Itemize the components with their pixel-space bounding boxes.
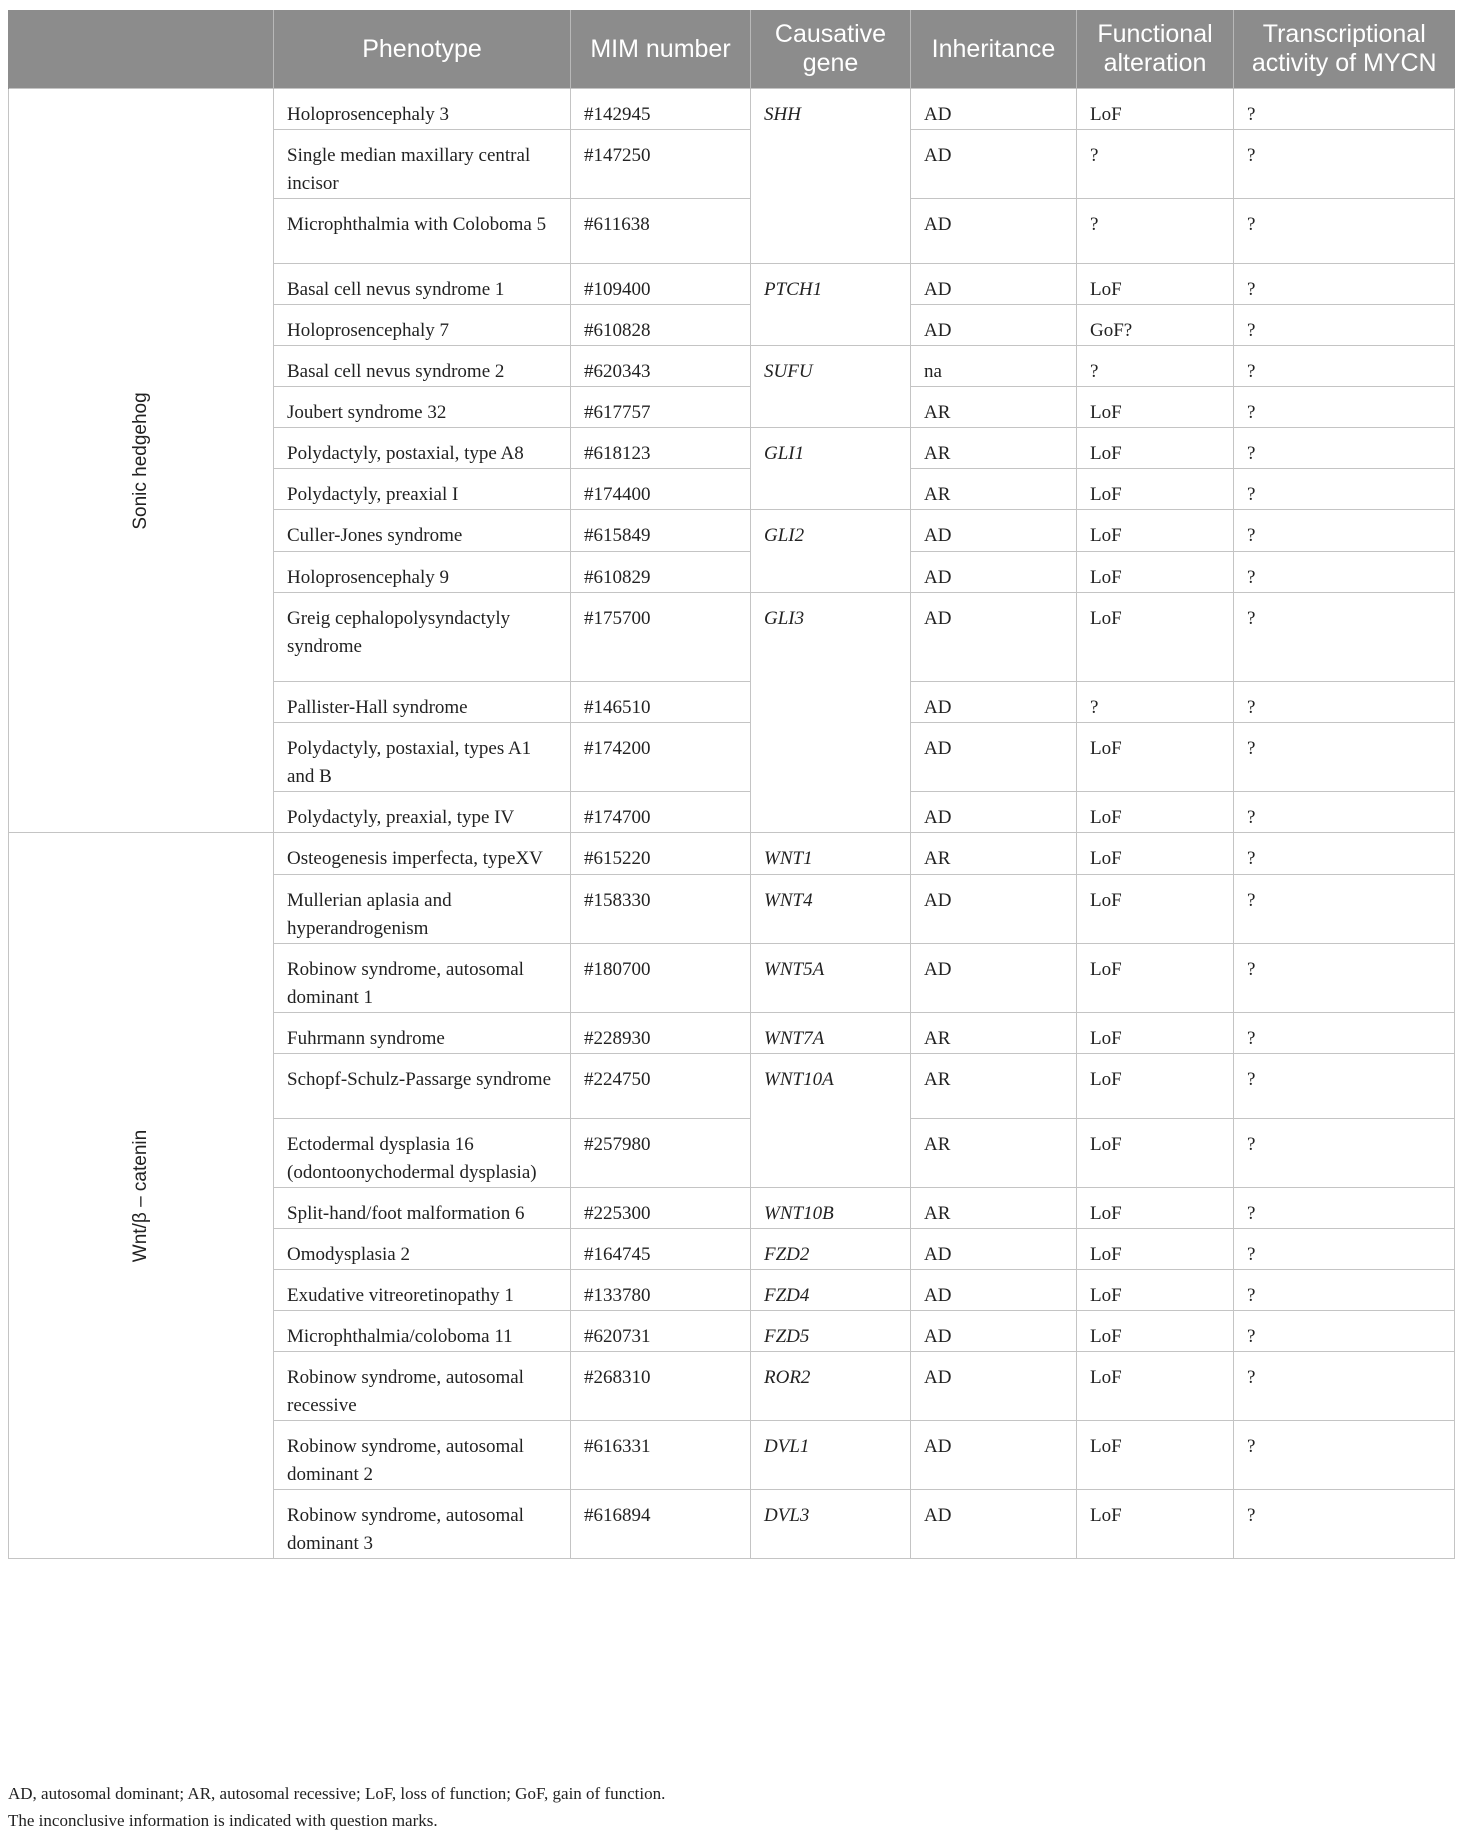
functional-alteration-cell: LoF [1077,428,1234,469]
causative-gene-cell: ROR2 [751,1352,911,1421]
mycn-activity-cell: ? [1234,264,1455,305]
mycn-activity-cell: ? [1234,875,1455,944]
causative-gene-cell: WNT1 [751,833,911,875]
mycn-activity-cell: ? [1234,682,1455,723]
inheritance-cell: AR [911,428,1077,469]
header-phenotype: Phenotype [274,10,571,89]
functional-alteration-cell: LoF [1077,552,1234,593]
causative-gene-cell: FZD4 [751,1270,911,1311]
inheritance-cell: AD [911,792,1077,833]
header-row [9,10,1455,89]
functional-alteration-cell: LoF [1077,1352,1234,1421]
mycn-activity-cell: ? [1234,387,1455,428]
phenotype-cell: Holoprosencephaly 3 [274,89,571,130]
functional-alteration-cell: LoF [1077,593,1234,682]
abbreviations-footnote: AD, autosomal dominant; AR, autosomal recessive; LoF, loss of function; GoF, gain of function. [8,1784,666,1803]
mycn-activity-cell: ? [1234,89,1455,130]
phenotype-cell: Basal cell nevus syndrome 1 [274,264,571,305]
mycn-activity-cell: ? [1234,1421,1455,1490]
functional-alteration-cell: LoF [1077,510,1234,552]
pathway-group-cell [9,833,274,1559]
inheritance-cell: AD [911,944,1077,1013]
phenotype-cell: Basal cell nevus syndrome 2 [274,346,571,387]
inheritance-cell: AD [911,305,1077,346]
functional-alteration-cell: LoF [1077,1229,1234,1270]
mycn-activity-cell: ? [1234,552,1455,593]
mim-number-cell: #616894 [571,1490,751,1559]
causative-gene-cell: SUFU [751,346,911,428]
inheritance-cell: AD [911,264,1077,305]
table-footnotes [8,1780,1448,1834]
phenotype-cell: Robinow syndrome, autosomal recessive [274,1352,571,1421]
question-mark-footnote: The inconclusive information is indicated with question marks. [8,1811,438,1830]
mycn-activity-cell: ? [1234,1270,1455,1311]
functional-alteration-cell: LoF [1077,89,1234,130]
functional-alteration-cell: LoF [1077,1270,1234,1311]
mycn-activity-cell: ? [1234,792,1455,833]
functional-alteration-cell: LoF [1077,1054,1234,1119]
functional-alteration-cell: LoF [1077,469,1234,510]
causative-gene-cell: WNT10B [751,1188,911,1229]
functional-alteration-cell: LoF [1077,387,1234,428]
causative-gene-cell: PTCH1 [751,264,911,346]
functional-alteration-cell: LoF [1077,1188,1234,1229]
header-causative-gene: Causative gene [751,10,911,89]
inheritance-cell: AD [911,552,1077,593]
mycn-activity-cell: ? [1234,510,1455,552]
mim-number-cell: #617757 [571,387,751,428]
mim-number-cell: #228930 [571,1013,751,1054]
phenotype-cell: Holoprosencephaly 7 [274,305,571,346]
inheritance-cell: AR [911,1188,1077,1229]
causative-gene-cell: WNT4 [751,875,911,944]
mycn-activity-cell: ? [1234,1311,1455,1352]
inheritance-cell: AD [911,130,1077,199]
functional-alteration-cell: LoF [1077,1311,1234,1352]
phenotype-cell: Holoprosencephaly 9 [274,552,571,593]
mim-number-cell: #610829 [571,552,751,593]
mim-number-cell: #175700 [571,593,751,682]
header-functional-alteration: Functional alteration [1077,10,1234,89]
causative-gene-cell: WNT5A [751,944,911,1013]
inheritance-cell: AD [911,682,1077,723]
phenotype-cell: Polydactyly, preaxial I [274,469,571,510]
mycn-activity-cell: ? [1234,1188,1455,1229]
phenotype-cell: Omodysplasia 2 [274,1229,571,1270]
mim-number-cell: #174700 [571,792,751,833]
mim-number-cell: #174400 [571,469,751,510]
causative-gene-cell: WNT7A [751,1013,911,1054]
mim-number-cell: #147250 [571,130,751,199]
functional-alteration-cell: LoF [1077,833,1234,875]
mycn-activity-cell: ? [1234,593,1455,682]
phenotype-cell: Schopf-Schulz-Passarge syndrome [274,1054,571,1119]
functional-alteration-cell: LoF [1077,1490,1234,1559]
causative-gene-cell: DVL1 [751,1421,911,1490]
mim-number-cell: #620343 [571,346,751,387]
inheritance-cell: AD [911,1229,1077,1270]
inheritance-cell: AR [911,387,1077,428]
functional-alteration-cell: LoF [1077,1119,1234,1188]
mycn-activity-cell: ? [1234,1229,1455,1270]
phenotype-cell: Split-hand/foot malformation 6 [274,1188,571,1229]
mycn-activity-cell: ? [1234,723,1455,792]
mim-number-cell: #225300 [571,1188,751,1229]
phenotype-cell: Pallister-Hall syndrome [274,682,571,723]
phenotype-cell: Polydactyly, postaxial, types A1 and B [274,723,571,792]
functional-alteration-cell: LoF [1077,1421,1234,1490]
inheritance-cell: AD [911,510,1077,552]
header-inheritance: Inheritance [911,10,1077,89]
inheritance-cell: AD [911,1270,1077,1311]
table-row [9,833,1455,875]
inheritance-cell: AD [911,1352,1077,1421]
causative-gene-cell: GLI1 [751,428,911,510]
mycn-activity-cell: ? [1234,428,1455,469]
causative-gene-cell: SHH [751,89,911,264]
phenotype-cell: Mullerian aplasia and hyperandrogenism [274,875,571,944]
functional-alteration-cell: ? [1077,346,1234,387]
mim-number-cell: #615220 [571,833,751,875]
inheritance-cell: AD [911,1311,1077,1352]
mim-number-cell: #616331 [571,1421,751,1490]
mycn-activity-cell: ? [1234,1054,1455,1119]
phenotype-cell: Polydactyly, preaxial, type IV [274,792,571,833]
mim-number-cell: #610828 [571,305,751,346]
phenotype-cell: Greig cephalopolysyndactyly syndrome [274,593,571,682]
phenotype-cell: Exudative vitreoretinopathy 1 [274,1270,571,1311]
mim-number-cell: #268310 [571,1352,751,1421]
mycn-activity-cell: ? [1234,1490,1455,1559]
causative-gene-cell: GLI2 [751,510,911,593]
mycn-activity-cell: ? [1234,1352,1455,1421]
inheritance-cell: AD [911,723,1077,792]
inheritance-cell: AD [911,89,1077,130]
gene-table [8,10,1455,1559]
causative-gene-cell: GLI3 [751,593,911,833]
mycn-activity-cell: ? [1234,944,1455,1013]
phenotype-cell: Robinow syndrome, autosomal dominant 1 [274,944,571,1013]
pathway-group-label: Wnt/β – catenin [130,1129,151,1262]
mim-number-cell: #164745 [571,1229,751,1270]
mim-number-cell: #224750 [571,1054,751,1119]
functional-alteration-cell: ? [1077,130,1234,199]
mim-number-cell: #615849 [571,510,751,552]
mim-number-cell: #158330 [571,875,751,944]
functional-alteration-cell: LoF [1077,944,1234,1013]
functional-alteration-cell: ? [1077,682,1234,723]
phenotype-cell: Ectodermal dysplasia 16 (odontoonychodermal dysplasia) [274,1119,571,1188]
phenotype-cell: Microphthalmia/coloboma 11 [274,1311,571,1352]
inheritance-cell: AD [911,199,1077,264]
phenotype-cell: Osteogenesis imperfecta, typeXV [274,833,571,875]
mim-number-cell: #257980 [571,1119,751,1188]
mycn-activity-cell: ? [1234,469,1455,510]
causative-gene-cell: FZD2 [751,1229,911,1270]
functional-alteration-cell: LoF [1077,264,1234,305]
mycn-activity-cell: ? [1234,1013,1455,1054]
header-mim-number: MIM number [571,10,751,89]
mim-number-cell: #109400 [571,264,751,305]
mim-number-cell: #133780 [571,1270,751,1311]
functional-alteration-cell: LoF [1077,792,1234,833]
causative-gene-cell: DVL3 [751,1490,911,1559]
table-row [9,89,1455,130]
mycn-activity-cell: ? [1234,305,1455,346]
functional-alteration-cell: LoF [1077,723,1234,792]
inheritance-cell: AD [911,1421,1077,1490]
mycn-activity-cell: ? [1234,199,1455,264]
mim-number-cell: #618123 [571,428,751,469]
mim-number-cell: #142945 [571,89,751,130]
phenotype-cell: Joubert syndrome 32 [274,387,571,428]
inheritance-cell: AD [911,1490,1077,1559]
mim-number-cell: #611638 [571,199,751,264]
phenotype-cell: Culler-Jones syndrome [274,510,571,552]
header-mycn-activity: Transcriptional activity of MYCN [1234,10,1455,89]
inheritance-cell: AR [911,469,1077,510]
mim-number-cell: #146510 [571,682,751,723]
phenotype-cell: Microphthalmia with Coloboma 5 [274,199,571,264]
header-corner [9,10,274,89]
inheritance-cell: AR [911,833,1077,875]
inheritance-cell: AD [911,593,1077,682]
inheritance-cell: AD [911,875,1077,944]
mycn-activity-cell: ? [1234,130,1455,199]
phenotype-cell: Fuhrmann syndrome [274,1013,571,1054]
inheritance-cell: AR [911,1013,1077,1054]
phenotype-cell: Robinow syndrome, autosomal dominant 2 [274,1421,571,1490]
phenotype-cell: Single median maxillary central incisor [274,130,571,199]
mim-number-cell: #180700 [571,944,751,1013]
pathway-group-cell [9,89,274,833]
inheritance-cell: na [911,346,1077,387]
functional-alteration-cell: LoF [1077,1013,1234,1054]
phenotype-cell: Robinow syndrome, autosomal dominant 3 [274,1490,571,1559]
inheritance-cell: AR [911,1054,1077,1119]
causative-gene-cell: WNT10A [751,1054,911,1188]
mycn-activity-cell: ? [1234,1119,1455,1188]
mim-number-cell: #174200 [571,723,751,792]
functional-alteration-cell: ? [1077,199,1234,264]
functional-alteration-cell: LoF [1077,875,1234,944]
pathway-group-label: Sonic hedgehog [130,391,151,530]
phenotype-cell: Polydactyly, postaxial, type A8 [274,428,571,469]
causative-gene-cell: FZD5 [751,1311,911,1352]
functional-alteration-cell: GoF? [1077,305,1234,346]
mycn-activity-cell: ? [1234,833,1455,875]
inheritance-cell: AR [911,1119,1077,1188]
mim-number-cell: #620731 [571,1311,751,1352]
mycn-activity-cell: ? [1234,346,1455,387]
